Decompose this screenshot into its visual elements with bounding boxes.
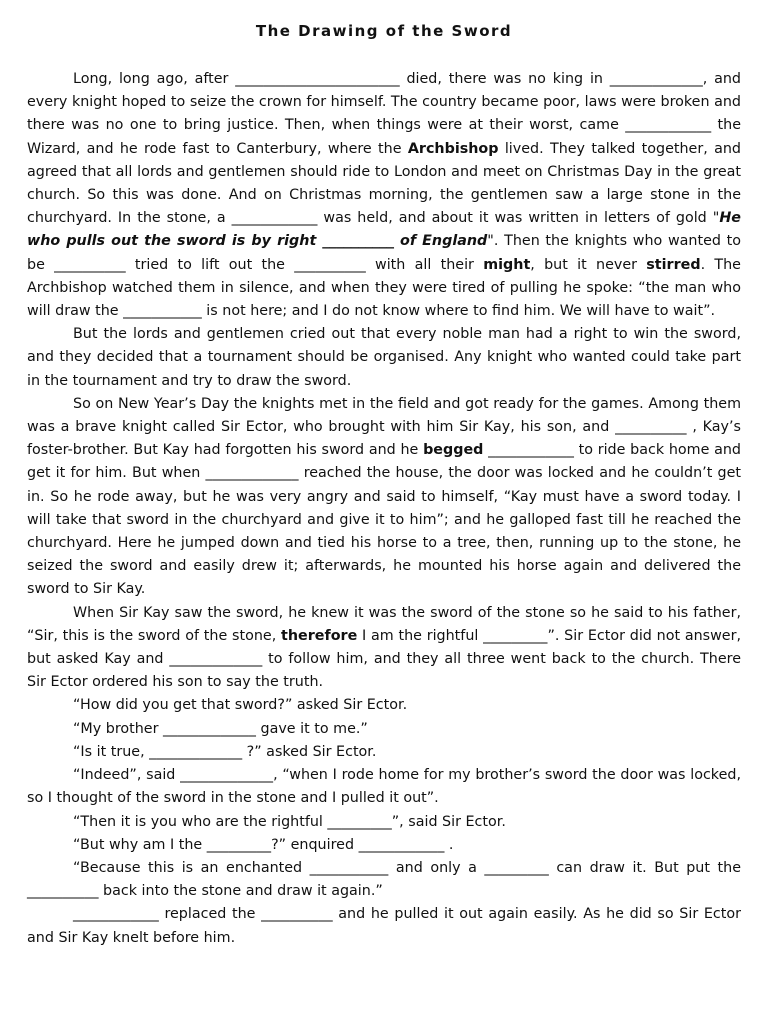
text-run: , but it never: [530, 256, 647, 273]
story-paragraph: [27, 857, 741, 903]
bold-word: begged: [423, 442, 484, 459]
text-run: ____________ replaced the __________ and he pulled it out again easily. As he did so Sir Ector and Sir Kay knelt before him.: [27, 906, 741, 946]
story-text: [27, 68, 741, 950]
bold-word: therefore: [281, 627, 358, 644]
worksheet-page: [27, 18, 741, 950]
text-run: “My brother _____________ gave it to me.”: [73, 720, 368, 737]
story-paragraph: [27, 834, 741, 857]
text-run: “Then it is you who are the rightful _________”, said Sir Ector.: [73, 813, 506, 830]
page-title: The Drawing of the Sword: [255, 22, 513, 40]
text-run: ". Then the knights who wanted to be __________ tried to lift out the __________ with all their: [27, 233, 741, 273]
story-paragraph: [27, 811, 741, 834]
story-paragraph: [27, 903, 741, 949]
text-run: “Indeed”, said _____________, “when I rode home for my brother’s sword the door was locked, so I thought of the sword in the stone and I pulled it out”.: [27, 767, 741, 807]
story-paragraph: [27, 764, 741, 810]
story-paragraph: [27, 323, 741, 393]
text-run: lived. They talked together, and agreed that all lords and gentlemen should ride to London and meet on Christmas Day in the great church. So this was done. And on Christmas morning, the gentlemen saw a large stone in the churchyard. In the stone, a ____________ was held, and about it was written in letters of gold ": [27, 140, 741, 227]
text-run: But the lords and gentlemen cried out that every noble man had a right to win the sword, and they decided that a tournament should be organised. Any knight who wanted could take part in the tournament and try to draw the sword.: [27, 326, 741, 389]
text-run: “But why am I the _________?” enquired ____________ .: [73, 836, 454, 853]
text-run: . The Archbishop watched them in silence, and when they were tired of pulling he spoke: “the man who will draw the ___________ is not here; and I do not know where to find him. We will have to wait”.: [27, 256, 741, 320]
text-run: I am the rightful _________”. Sir Ector did not answer, but asked Kay and _____________ to follow him, and they all three went back to the church. There Sir Ector ordered his son to say the truth.: [27, 627, 741, 691]
story-paragraph: [27, 694, 741, 717]
text-run: “Is it true, _____________ ?” asked Sir Ector.: [73, 743, 377, 760]
text-run: ____________ to ride back home and get it for him. But when _____________ reached the house, the door was locked and he couldn’t get in. So he rode away, but he was very angry and said to himself, “Kay must have a sword today. I will take that sword in the churchyard and give it to him”; and he galloped fast till he reached the churchyard. Here he jumped down and tied his horse to a tree, then, running up to the stone, he seized the sword and easily drew it; afterwards, he mounted his horse again and delivered the sword to Sir Kay.: [27, 442, 741, 598]
text-run: “Because this is an enchanted ___________ and only a _________ can draw it. But put the __________ back into the stone and draw it again.”: [27, 859, 741, 900]
story-paragraph: [27, 602, 741, 695]
story-paragraph: [27, 393, 741, 602]
bold-word: Archbishop: [407, 140, 499, 157]
story-paragraph: [27, 718, 741, 741]
story-paragraph: [27, 68, 741, 323]
text-run: So on New Year’s Day the knights met in the field and got ready for the games. Among them was a brave knight called Sir Ector, who brought with him Sir Kay, his son, and __________ , Kay’s foster-brother. But Kay had forgotten his sword and he: [27, 395, 741, 459]
sword-inscription: He who pulls out the sword is by right __________ of England: [27, 210, 741, 250]
story-paragraph: [27, 741, 741, 764]
text-run: “How did you get that sword?” asked Sir Ector.: [73, 697, 408, 714]
text-run: Long, long ago, after _______________________ died, there was no king in _____________, and every knight hoped to seize the crown for himself. The country became poor, laws were broken and there was no one to bring justice. Then, when things were at their worst, came ____________ the Wizard, and he rode fast to Canterbury, where the: [27, 71, 741, 157]
bold-word: stirred: [646, 256, 701, 273]
bold-word: might: [483, 256, 531, 273]
text-run: When Sir Kay saw the sword, he knew it was the sword of the stone so he said to his father, “Sir, this is the sword of the stone,: [27, 604, 741, 644]
